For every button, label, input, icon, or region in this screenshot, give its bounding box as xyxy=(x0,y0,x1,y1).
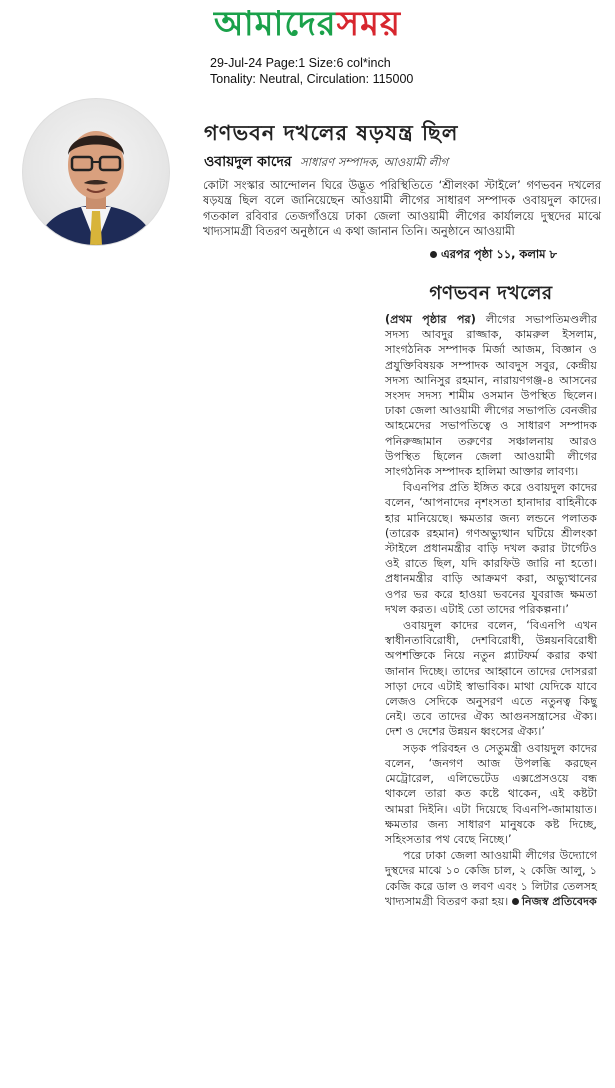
bullet-icon xyxy=(512,898,519,905)
paragraph-text: পরে ঢাকা জেলা আওয়ামী লীগের উদ্যোগে দুস্থদের মাঝে ১০ কেজি চাল, ২ কেজি আলু, ১ কেজি করে ডাল ও লবণ এবং ১ লিটার তেলসহ খাদ্যসামগ্রী বিতরণ করা হয়। xyxy=(385,849,597,908)
byline-role: সাধারণ সম্পাদক, আওয়ামী লীগ xyxy=(300,155,449,169)
portrait-illustration xyxy=(23,99,169,245)
continuation-column xyxy=(385,279,597,909)
continuation-title: গণভবন দখলের xyxy=(429,283,553,304)
article-lead: কোটা সংস্কার আন্দোলন ঘিরে উদ্ভূত পরিস্থিতিতে ‘শ্রীলংকা স্টাইলে’ গণভবন দখলের ষড়যন্ত্র ছিল বলে জানিয়েছেন আওয়ামী লীগের সাধারণ সম্পাদক ওবায়দুল কাদের। গতকাল রবিবার তেজগাঁওয়ে ঢাকা জেলা আওয়ামী লীগের কার্যালয়ে দুস্থদের মাঝে খাদ্যসামগ্রী বিতরণ অনুষ্ঠানে এ কথা জানান তিনি। অনুষ্ঠানে আওয়ামী xyxy=(203,178,601,238)
masthead xyxy=(0,0,615,52)
paragraph: ওবায়দুল কাদের বলেন, ‘বিএনপি এখন স্বাধীনতাবিরোধী, দেশবিরোধী, উন্নয়নবিরোধী অপশক্তিকে নিয়ে নতুন প্ল্যাটফর্ম করার কথা জানান দিচ্ছে। তাদের আহ্বানে তাদের দোসররা সাড়া দেবে এটাই স্বাভাবিক। মাথা যেদিকে যাবে লেজও সেদিকে অনুসরণ এতে নতুনত্ব কিছু নেই। তবে তাদের ঐক্য আগুনসন্ত্রাসের ঐক্য। দেশ ও দেশের উন্নয়ন ধ্বংসের ঐক্য।’ xyxy=(385,619,597,739)
continued-on-note xyxy=(430,246,557,265)
reporter-signature xyxy=(512,895,597,908)
clipping-meta-line-2: Tonality: Neutral, Circulation: 115000 xyxy=(210,72,414,86)
paragraph xyxy=(385,848,597,909)
clipping-meta-line-1: 29-Jul-24 Page:1 Size:6 col*inch xyxy=(210,56,391,70)
newspaper-logo xyxy=(214,2,401,46)
byline-name: ওবায়দুল কাদের xyxy=(204,154,292,170)
continued-from-label: (প্রথম পৃষ্ঠার পর) xyxy=(385,313,476,326)
continued-on-text: এরপর পৃষ্ঠা ১১, কলাম ৮ xyxy=(441,247,557,261)
bullet-icon xyxy=(430,251,437,258)
paragraph xyxy=(385,312,597,479)
paragraph-text: লীগের সভাপতিমণ্ডলীর সদস্য আবদুর রাজ্জাক, কামরুল ইসলাম, সাংগঠনিক সম্পাদক মির্জা আজম, বিজ্ঞান ও প্রযুক্তিবিষয়ক সম্পাদক আবদুস সবুর, কেন্দ্রীয় সদস্য আনিসুর রহমান, নারায়ণগঞ্জ-৪ আসনের সংসদ সদস্য শামীম ওসমান উপস্থিত ছিলেন। ঢাকা জেলা আওয়ামী লীগের সভাপতি বেনজীর আহমেদের সভাপতিত্বে ও সাধারণ সম্পাদক পনিরুজ্জামান তরুণের সঞ্চালনায় আরও উপস্থিত ছিলেন জেলা আওয়ামী লীগের সাংগঠনিক সম্পাদক হালিমা আক্তার লাবণ্য। xyxy=(385,313,598,479)
signature-text: নিজস্ব প্রতিবেদক xyxy=(521,894,597,908)
paragraph: বিএনপির প্রতি ইঙ্গিত করে ওবায়দুল কাদের বলেন, ‘আপনাদের নৃশংসতা হানাদার বাহিনীকে হার মানিয়েছে। ক্ষমতার জন্য লন্ডনে পলাতক (তারেক রহমান) গণঅভ্যুত্থান ঘটিয়ে শ্রীলংকা স্টাইলে প্রধানমন্ত্রীর বাড়ি দখল করার টার্গেটও ওই রাতে ছিল, যদি কারফিউ জারি না হতো। প্রধানমন্ত্রীর বাড়ি আক্রমণ করা, অভ্যুত্থানের ওপর ভর করে হাওয়া ভবনের যুবরাজ ক্ষমতা দখল করত। এটাই তো তাদের পরিকল্পনা।’ xyxy=(385,481,597,616)
article-headline: গণভবন দখলের ষড়যন্ত্র ছিল xyxy=(204,121,459,145)
logo-part-2: সময় xyxy=(336,4,401,44)
byline xyxy=(204,150,448,174)
paragraph: সড়ক পরিবহন ও সেতুমন্ত্রী ওবায়দুল কাদের বলেন, ‘জনগণ আজ উপলব্ধি করছেন মেট্রোরেল, এলিভেটেড এক্সপ্রেসওয়ে বন্ধ থাকলে তারা কত কষ্টে থাকেন, এই কষ্টটা আমরা দিইনি। এটা দিয়েছে বিএনপি-জামায়াত। ক্ষমতার জন্য সাধারণ মানুষকে কষ্ট দিচ্ছে, সহিংসতার পথ বেছে নিচ্ছে।’ xyxy=(385,741,597,846)
author-photo xyxy=(22,98,170,246)
logo-part-1: আমাদের xyxy=(214,4,337,44)
